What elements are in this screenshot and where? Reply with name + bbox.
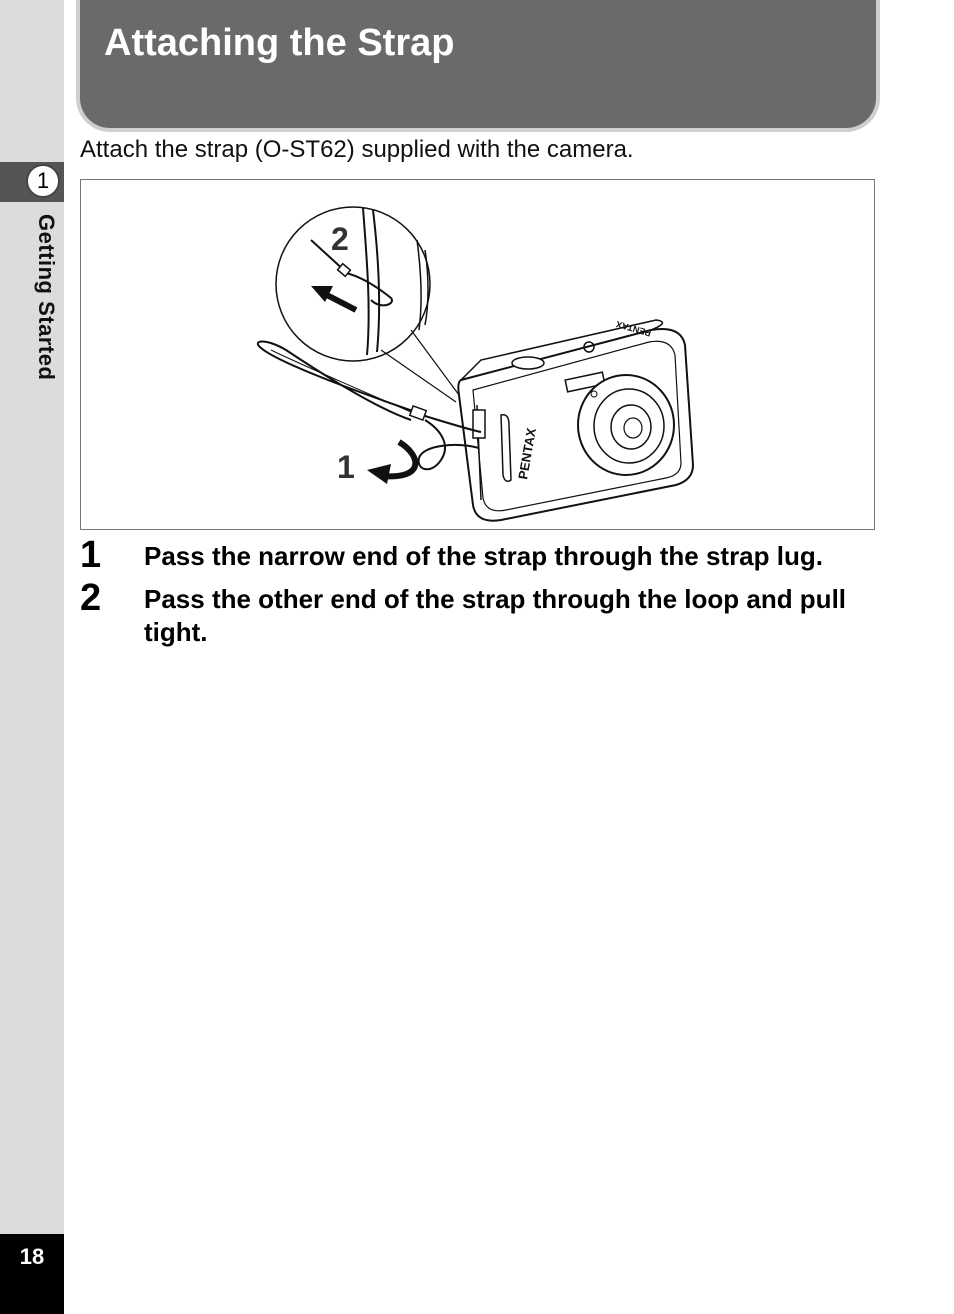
page-title: Attaching the Strap	[104, 22, 455, 64]
callout-2: 2	[331, 221, 349, 257]
callout-1: 1	[337, 449, 355, 485]
magnified-view	[276, 207, 430, 361]
step-text: Pass the narrow end of the strap through the strap lug.	[144, 541, 823, 571]
camera-strap-drawing	[81, 180, 876, 531]
step-number: 2	[80, 577, 102, 619]
step-text: Pass the other end of the strap through the loop and pull tight.	[144, 584, 847, 647]
strap-lug	[473, 410, 485, 438]
page-number: 18	[19, 1244, 45, 1269]
shutter-button	[512, 357, 544, 369]
chapter-number: 1	[26, 164, 60, 198]
arrow-icon	[367, 464, 391, 484]
strap-illustration	[80, 179, 875, 530]
intro-text: Attach the strap (O-ST62) supplied with the camera.	[80, 136, 634, 163]
brand-top: PENTAX	[614, 318, 653, 339]
brand-front: PENTAX	[515, 426, 539, 481]
step-number: 1	[80, 534, 102, 576]
chapter-label: Getting Started	[34, 214, 59, 381]
